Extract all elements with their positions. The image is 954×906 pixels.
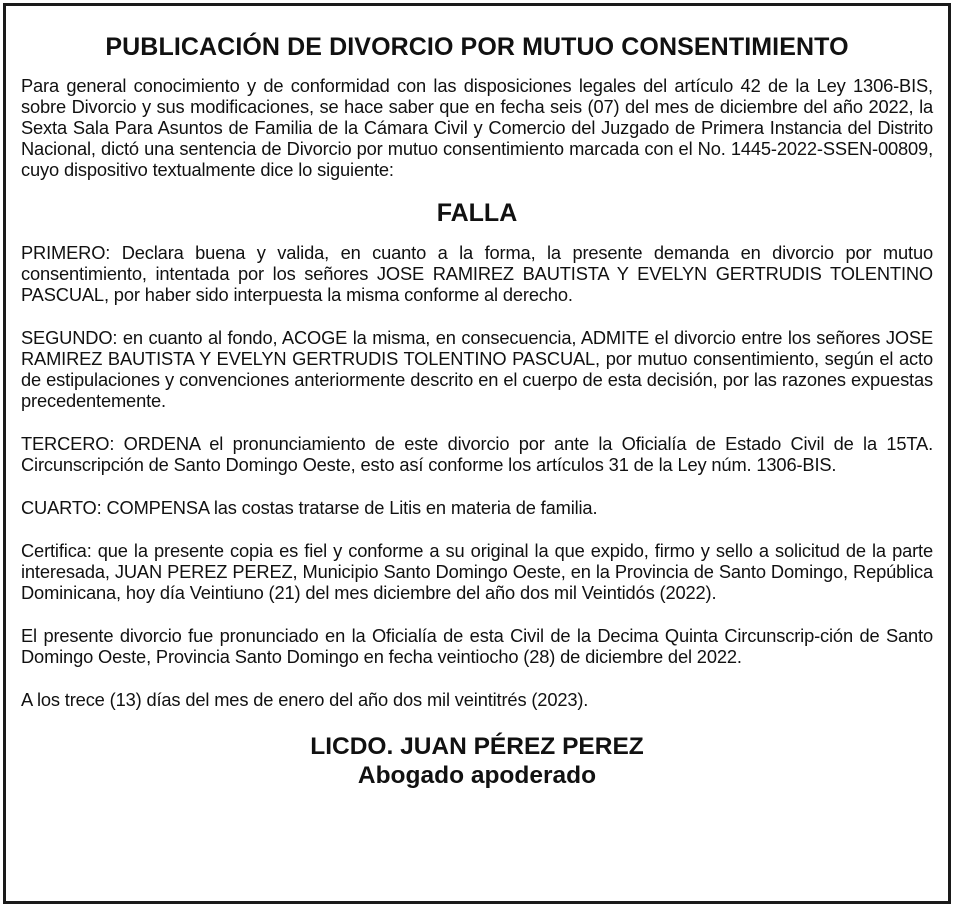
cuarto-paragraph: CUARTO: COMPENSA las costas tratarse de Litis en materia de familia. — [21, 497, 598, 518]
falla-heading: FALLA — [436, 199, 518, 227]
intro-paragraph: Para general conocimiento y de conformidad con las disposiciones legales del artículo 42 de la Ley 1306-BIS, sobre Divorcio y sus modificaciones, se hace saber que en fecha seis (07) del mes de diciembre del año 2022, la Sexta Sala Para Asuntos de Familia de la Cámara Civil y Comercio del Juzgado de Primera Instancia del Distrito Nacional, dictó una sentencia de Divorcio por mutuo consentimiento marcada con el No. 1445-2022-SSEN-00809, cuyo dispositivo textualmente dice lo siguiente: — [21, 75, 933, 180]
segundo-paragraph: SEGUNDO: en cuanto al fondo, ACOGE la misma, en consecuencia, ADMITE el divorcio entre los señores JOSE RAMIREZ BAUTISTA Y EVELYN GERTRUDIS TOLENTINO PASCUAL, por mutuo consentimiento, según el acto de estipulaciones y convenciones anteriormente descrito en el cuerpo de esta decisión, por las razones expuestas precedentemente. — [21, 327, 933, 411]
signature-block — [21, 732, 933, 790]
tercero-paragraph: TERCERO: ORDENA el pronunciamiento de este divorcio por ante la Oficialía de Estado Civil de la 15TA. Circunscripción de Santo Domingo Oeste, esto así conforme los artículos 31 de la Ley núm. 1306-BIS. — [21, 433, 933, 475]
signature-name: LICDO. JUAN PÉREZ PEREZ — [310, 733, 644, 760]
legal-notice — [3, 3, 951, 904]
primero-paragraph: PRIMERO: Declara buena y valida, en cuanto a la forma, la presente demanda en divorcio por mutuo consentimiento, intentada por los señores JOSE RAMIREZ BAUTISTA Y EVELYN GERTRUDIS TOLENTINO PASCUAL, por haber sido interpuesta la misma conforme al derecho. — [21, 242, 933, 305]
notice-body — [6, 62, 948, 790]
fecha-paragraph: A los trece (13) días del mes de enero del año dos mil veintitrés (2023). — [21, 689, 589, 710]
pronunciado-paragraph: El presente divorcio fue pronunciado en la Oficialía de esta Civil de la Decima Quinta Circunscrip-ción de Santo Domingo Oeste, Provincia Santo Domingo en fecha veintiocho (28) de diciembre del 2022. — [21, 625, 933, 667]
signature-role: Abogado apoderado — [357, 762, 597, 789]
certifica-paragraph: Certifica: que la presente copia es fiel y conforme a su original la que expido, firmo y sello a solicitud de la parte interesada, JUAN PEREZ PEREZ, Municipio Santo Domingo Oeste, en la Provincia de Santo Domingo, República Dominicana, hoy día Veintiuno (21) del mes diciembre del año dos mil Veintidós (2022). — [21, 540, 933, 603]
notice-title: PUBLICACIÓN DE DIVORCIO POR MUTUO CONSENTIMIENTO — [105, 33, 849, 61]
